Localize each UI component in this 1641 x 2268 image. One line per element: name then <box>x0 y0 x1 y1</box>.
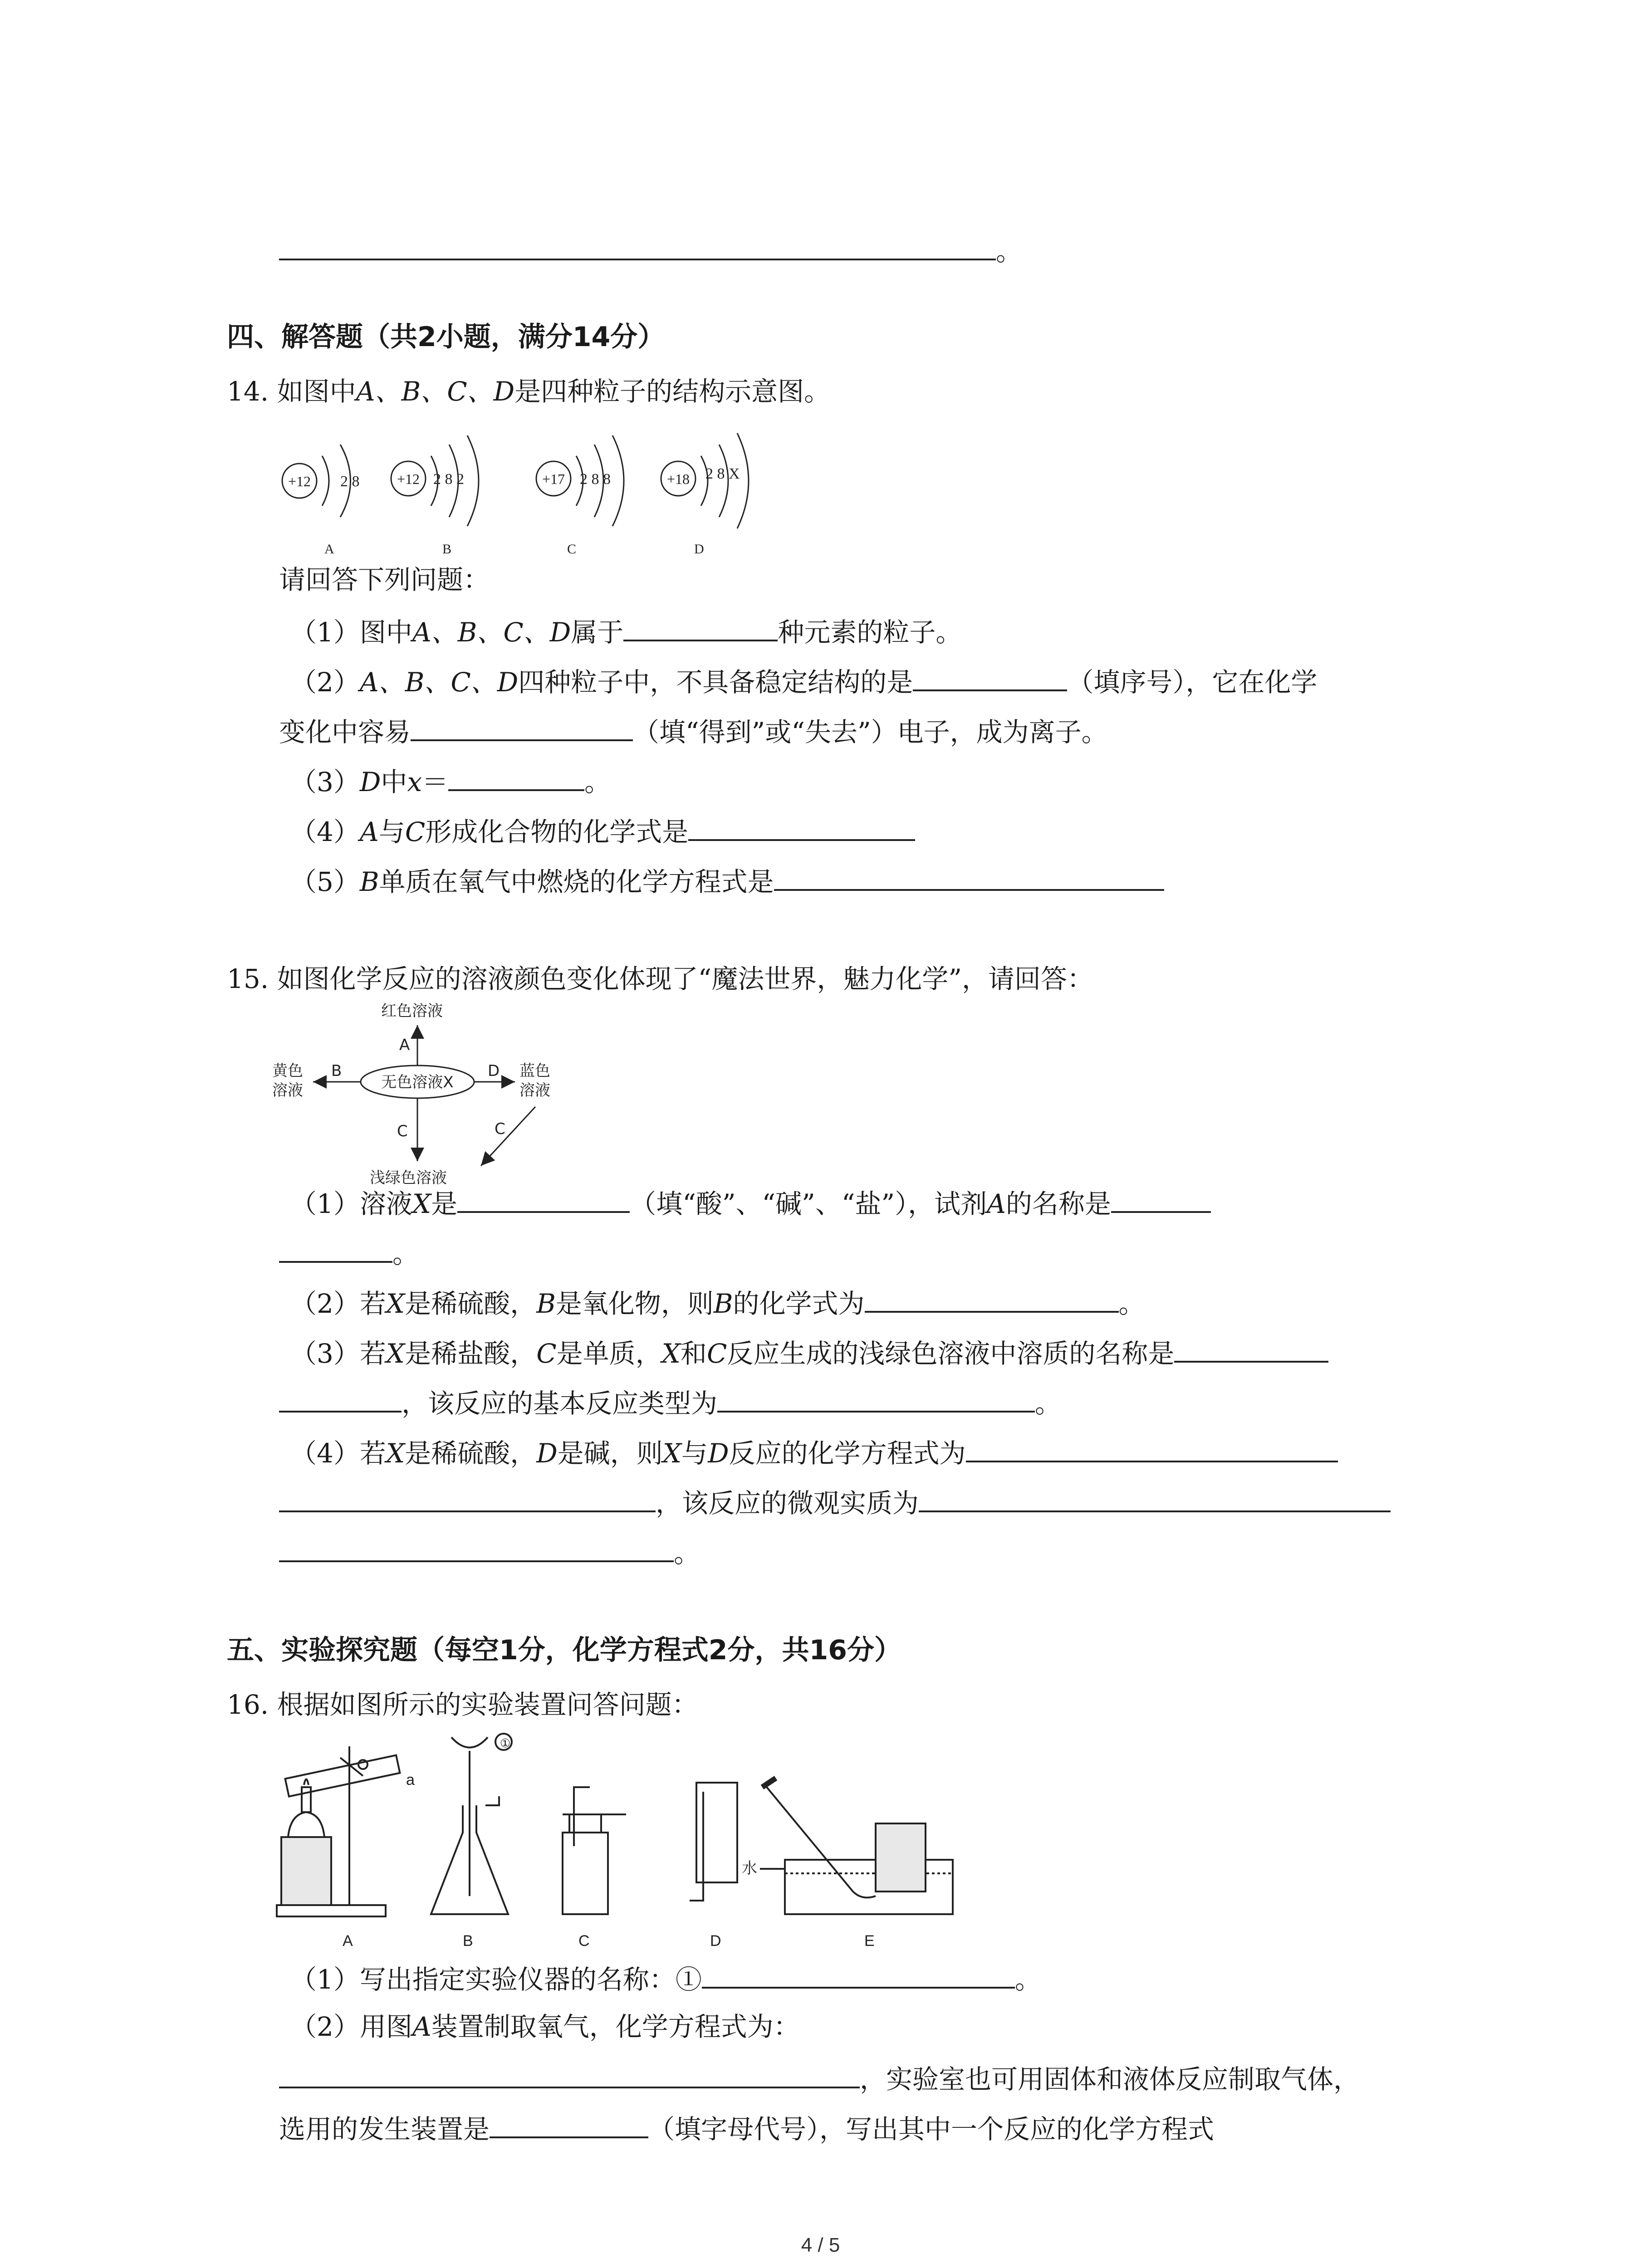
particle-c-label: C <box>567 542 577 557</box>
answer-blank[interactable] <box>279 2059 860 2088</box>
q14-part1: （1）图中A、B、C、D属于 种元素的粒子。 <box>290 612 962 650</box>
answer-blank[interactable] <box>448 762 584 791</box>
lab-apparatus-diagram <box>272 1733 962 1960</box>
particle-a-label: A <box>324 542 334 557</box>
answer-blank[interactable] <box>457 1184 630 1213</box>
particle-a <box>282 445 360 557</box>
continuation-line: 。 <box>279 231 1022 269</box>
answer-blank[interactable] <box>490 2109 648 2138</box>
q16-part2-cont2: 选用的发生装置是 （填字母代号），写出其中一个反应的化学方程式 <box>279 2109 1214 2146</box>
apparatus-c <box>563 1787 626 1950</box>
particle-d-shells: 2 8 X <box>705 465 740 482</box>
q15-part3-cont: ，该反应的基本反应类型为 。 <box>279 1383 1061 1421</box>
answer-blank[interactable] <box>279 1234 392 1263</box>
q16-part1: （1）写出指定实验仪器的名称：① 。 <box>290 1960 1041 1997</box>
q15-part4-cont2: 。 <box>279 1533 700 1570</box>
particle-c-shells: 2 8 8 <box>580 471 611 488</box>
q15-part2: （2）若X是稀硫酸，B是氧化物，则B的化学式为 。 <box>290 1284 1145 1321</box>
section-5-heading: 五、实验探究题（每空1分，化学方程式2分，共16分） <box>227 1634 901 1666</box>
q14-part2: （2）A、B、C、D四种粒子中，不具备稳定结构的是 （填序号），它在化学 <box>290 662 1317 699</box>
particle-b-nucleus: +12 <box>397 471 420 487</box>
apparatus-e <box>742 1778 953 1950</box>
q15-part3: （3）若X是稀盐酸，C是单质，X和C反应生成的浅绿色溶液中溶质的名称是 <box>290 1334 1328 1371</box>
q15-part4-cont: ，该反应的微观实质为 <box>279 1483 1391 1520</box>
arrow-d-label: D <box>488 1062 500 1080</box>
q14-prompt: 请回答下列问题： <box>279 564 490 595</box>
particle-c <box>536 435 624 557</box>
particle-b-label: B <box>442 542 452 557</box>
particle-c-nucleus: +17 <box>542 471 565 487</box>
apparatus-a <box>277 1746 415 1950</box>
page-number: 4 / 5 <box>801 2234 840 2256</box>
left-solution-label-2: 溶液 <box>272 1081 303 1100</box>
answer-blank[interactable] <box>717 1383 1035 1413</box>
answer-blank[interactable] <box>411 712 633 741</box>
atom-structure-diagram <box>272 413 771 562</box>
apparatus-b-label: B <box>463 1932 473 1950</box>
section-4-heading: 四、解答题（共2小题，满分14分） <box>227 321 665 353</box>
particle-b-shells: 2 8 2 <box>433 471 464 488</box>
bottom-solution-label: 浅绿色溶液 <box>370 1169 447 1187</box>
q15-stem: 15. 如图化学反应的溶液颜色变化体现了“魔法世界，魅力化学”，请回答： <box>227 963 1093 994</box>
arrow-c-label: C <box>397 1122 408 1140</box>
answer-blank[interactable] <box>279 1533 674 1562</box>
q15-part4: （4）若X是稀硫酸，D是碱，则X与D反应的化学方程式为 <box>290 1433 1338 1471</box>
answer-blank[interactable] <box>913 662 1067 691</box>
q16-stem: 16. 根据如图所示的实验装置问答问题： <box>227 1689 698 1720</box>
particle-a-shells: 2 8 <box>340 473 360 490</box>
answer-blank[interactable] <box>279 1483 656 1512</box>
label-a-small: a <box>406 1771 415 1789</box>
apparatus-d <box>690 1783 737 1950</box>
answer-blank[interactable] <box>279 1383 402 1413</box>
answer-blank[interactable] <box>279 231 996 260</box>
apparatus-d-label: D <box>710 1932 721 1950</box>
solution-color-diagram <box>272 998 599 1198</box>
particle-a-nucleus: +12 <box>288 473 311 489</box>
center-solution-label: 无色溶液X <box>381 1073 454 1091</box>
q14-part2-cont: 变化中容易 （填“得到”或“失去”）电子，成为离子。 <box>279 712 1108 749</box>
q14-part3: （3）D中x＝ 。 <box>290 762 611 799</box>
answer-blank[interactable] <box>702 1960 1015 1989</box>
particle-d-nucleus: +18 <box>666 471 690 487</box>
answer-blank[interactable] <box>774 862 1164 891</box>
q16-part2: （2）用图A装置制取氧气，化学方程式为： <box>290 2011 800 2042</box>
apparatus-b <box>431 1734 512 1950</box>
arrow-a-label: A <box>399 1036 410 1054</box>
q14-stem: 14. 如图中A、B、C、D是四种粒子的结构示意图。 <box>227 376 831 407</box>
particle-d-label: D <box>694 542 704 557</box>
right-solution-label-1: 蓝色 <box>519 1062 550 1080</box>
answer-blank[interactable] <box>623 612 778 641</box>
answer-blank[interactable] <box>1111 1184 1211 1213</box>
answer-blank[interactable] <box>966 1433 1338 1462</box>
q14-part4: （4）A与C形成化合物的化学式是 <box>290 812 915 849</box>
arrow-b-label: B <box>331 1062 342 1080</box>
apparatus-c-label: C <box>578 1932 590 1950</box>
answer-blank[interactable] <box>1174 1334 1328 1363</box>
q16-part2-cont: ，实验室也可用固体和液体反应制取气体， <box>279 2059 1360 2097</box>
answer-blank[interactable] <box>688 812 915 841</box>
top-solution-label: 红色溶液 <box>381 1002 443 1020</box>
answer-blank[interactable] <box>865 1284 1119 1313</box>
arrow-c2-label: C <box>495 1120 505 1138</box>
label-water: 水 <box>742 1860 757 1877</box>
apparatus-a-label: A <box>343 1932 353 1950</box>
answer-blank[interactable] <box>919 1483 1391 1512</box>
q15-part1-cont: 。 <box>279 1234 419 1271</box>
particle-d <box>661 433 749 557</box>
particle-b <box>391 435 479 557</box>
right-solution-label-2: 溶液 <box>519 1081 550 1100</box>
apparatus-e-label: E <box>864 1932 875 1950</box>
q15-part1: （1）溶液X是 （填“酸”、“碱”、“盐”），试剂A的名称是 <box>290 1184 1211 1221</box>
left-solution-label-1: 黄色 <box>272 1062 303 1080</box>
q14-part5: （5）B单质在氧气中燃烧的化学方程式是 <box>290 862 1164 899</box>
label-circle-1: ① <box>500 1736 511 1750</box>
